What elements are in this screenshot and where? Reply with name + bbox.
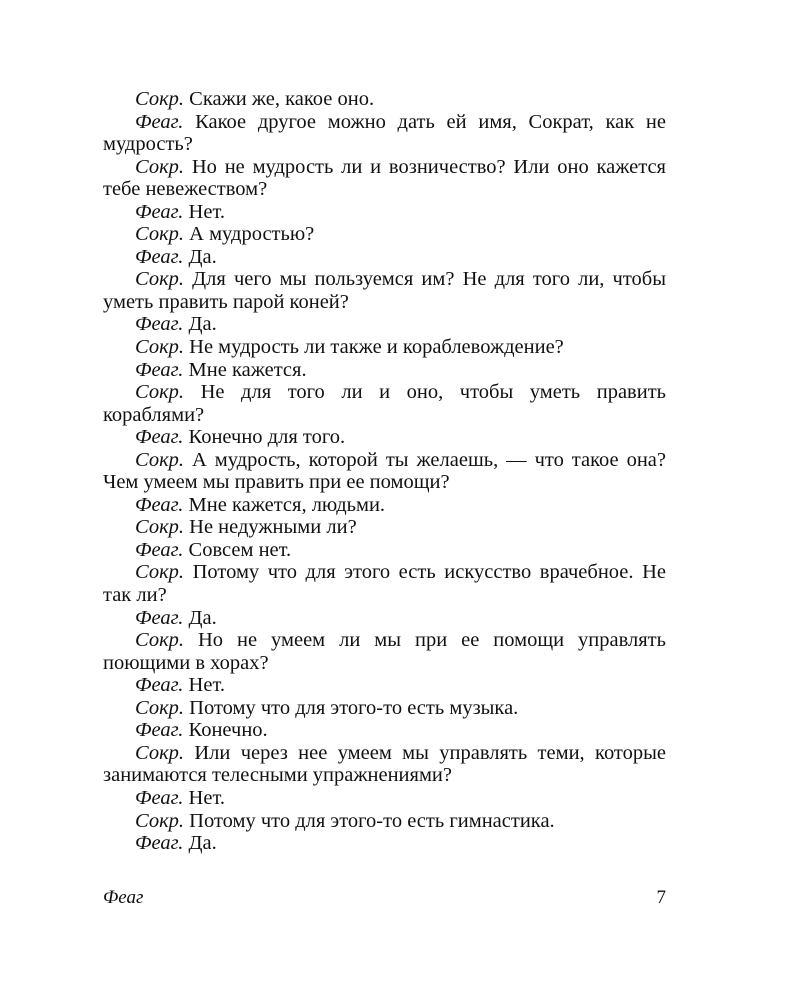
dialogue-line	[103, 201, 666, 224]
speaker-name: Сокр.	[135, 809, 185, 832]
line-text: А мудростью?	[184, 223, 315, 246]
line-text: Потому что для этого есть искусство врачебное. Не так ли?	[103, 561, 666, 607]
speaker-name: Феаг.	[135, 426, 184, 449]
speaker-name: Феаг.	[135, 674, 184, 697]
line-text: Потому что для этого-то есть музыка.	[184, 696, 519, 719]
dialogue-line	[103, 381, 666, 426]
line-text: Какое другое можно дать ей имя, Сократ, как не мудрость?	[103, 110, 666, 156]
running-title: Феаг	[103, 887, 144, 908]
page-footer	[103, 887, 666, 909]
speaker-name: Сокр.	[135, 516, 185, 539]
dialogue-line	[103, 88, 666, 111]
speaker-name: Сокр.	[135, 448, 185, 471]
speaker-name: Сокр.	[135, 223, 185, 246]
dialogue-text	[103, 88, 666, 855]
line-text: А мудрость, которой ты желаешь, — что такое она? Чем умеем мы править при ее помощи?	[103, 448, 666, 494]
dialogue-line	[103, 629, 666, 674]
dialogue-line	[103, 787, 666, 810]
speaker-name: Феаг.	[135, 606, 184, 629]
speaker-name: Феаг.	[135, 245, 184, 268]
speaker-name: Феаг.	[135, 200, 184, 223]
line-text: Да.	[183, 313, 217, 336]
speaker-name: Сокр.	[135, 741, 185, 764]
speaker-name: Сокр.	[135, 268, 185, 291]
line-text: Конечно.	[183, 719, 268, 742]
speaker-name: Сокр.	[135, 561, 185, 584]
dialogue-line	[103, 719, 666, 742]
dialogue-line	[103, 742, 666, 787]
dialogue-line	[103, 111, 666, 156]
line-text: Но не умеем ли мы при ее помощи управлять поющими в хорах?	[103, 629, 666, 674]
dialogue-line	[103, 246, 666, 269]
page-number: 7	[656, 887, 666, 908]
dialogue-line	[103, 561, 666, 606]
line-text: Да.	[183, 832, 217, 855]
line-text: Для чего мы пользуемся им? Не для того ли, чтобы уметь править парой коней?	[103, 268, 666, 313]
line-text: Но не мудрость ли и возничество? Или оно кажется тебе невежеством?	[103, 155, 666, 201]
dialogue-line	[103, 268, 666, 313]
line-text: Или через нее умеем мы управлять теми, которые занимаются телесными упражнениями?	[103, 741, 666, 787]
speaker-name: Сокр.	[135, 88, 185, 110]
line-text: Да.	[183, 245, 217, 268]
speaker-name: Сокр.	[135, 629, 185, 652]
line-text: Да.	[183, 606, 217, 629]
line-text: Потому что для этого-то есть гимнастика.	[184, 809, 555, 832]
dialogue-line	[103, 810, 666, 833]
dialogue-line	[103, 156, 666, 201]
dialogue-line	[103, 223, 666, 246]
dialogue-line	[103, 607, 666, 630]
speaker-name: Феаг.	[135, 313, 184, 336]
speaker-name: Сокр.	[135, 155, 185, 178]
line-text: Мне кажется.	[183, 358, 307, 381]
line-text: Конечно для того.	[183, 426, 346, 449]
speaker-name: Феаг.	[135, 110, 184, 133]
line-text: Мне кажется, людьми.	[183, 493, 386, 516]
dialogue-line	[103, 494, 666, 517]
speaker-name: Сокр.	[135, 381, 185, 404]
line-text: Нет.	[183, 674, 225, 697]
speaker-name: Феаг.	[135, 493, 184, 516]
speaker-name: Феаг.	[135, 538, 184, 561]
dialogue-line	[103, 539, 666, 562]
line-text: Не мудрость ли также и кораблевождение?	[184, 336, 564, 359]
speaker-name: Феаг.	[135, 786, 184, 809]
line-text: Нет.	[183, 200, 225, 223]
line-text: Нет.	[183, 786, 225, 809]
speaker-name: Феаг.	[135, 358, 184, 381]
speaker-name: Сокр.	[135, 336, 185, 359]
speaker-name: Феаг.	[135, 719, 184, 742]
line-text: Не для того ли и оно, чтобы уметь править кораблями?	[103, 381, 666, 426]
line-text: Не недужными ли?	[184, 516, 357, 539]
dialogue-line	[103, 426, 666, 449]
dialogue-line	[103, 674, 666, 697]
speaker-name: Феаг.	[135, 832, 184, 855]
line-text: Совсем нет.	[183, 538, 292, 561]
dialogue-line	[103, 359, 666, 382]
dialogue-line	[103, 697, 666, 720]
dialogue-line	[103, 313, 666, 336]
dialogue-line	[103, 449, 666, 494]
dialogue-line	[103, 516, 666, 539]
dialogue-line	[103, 832, 666, 855]
speaker-name: Сокр.	[135, 696, 185, 719]
line-text: Скажи же, какое оно.	[184, 88, 375, 110]
dialogue-line	[103, 336, 666, 359]
